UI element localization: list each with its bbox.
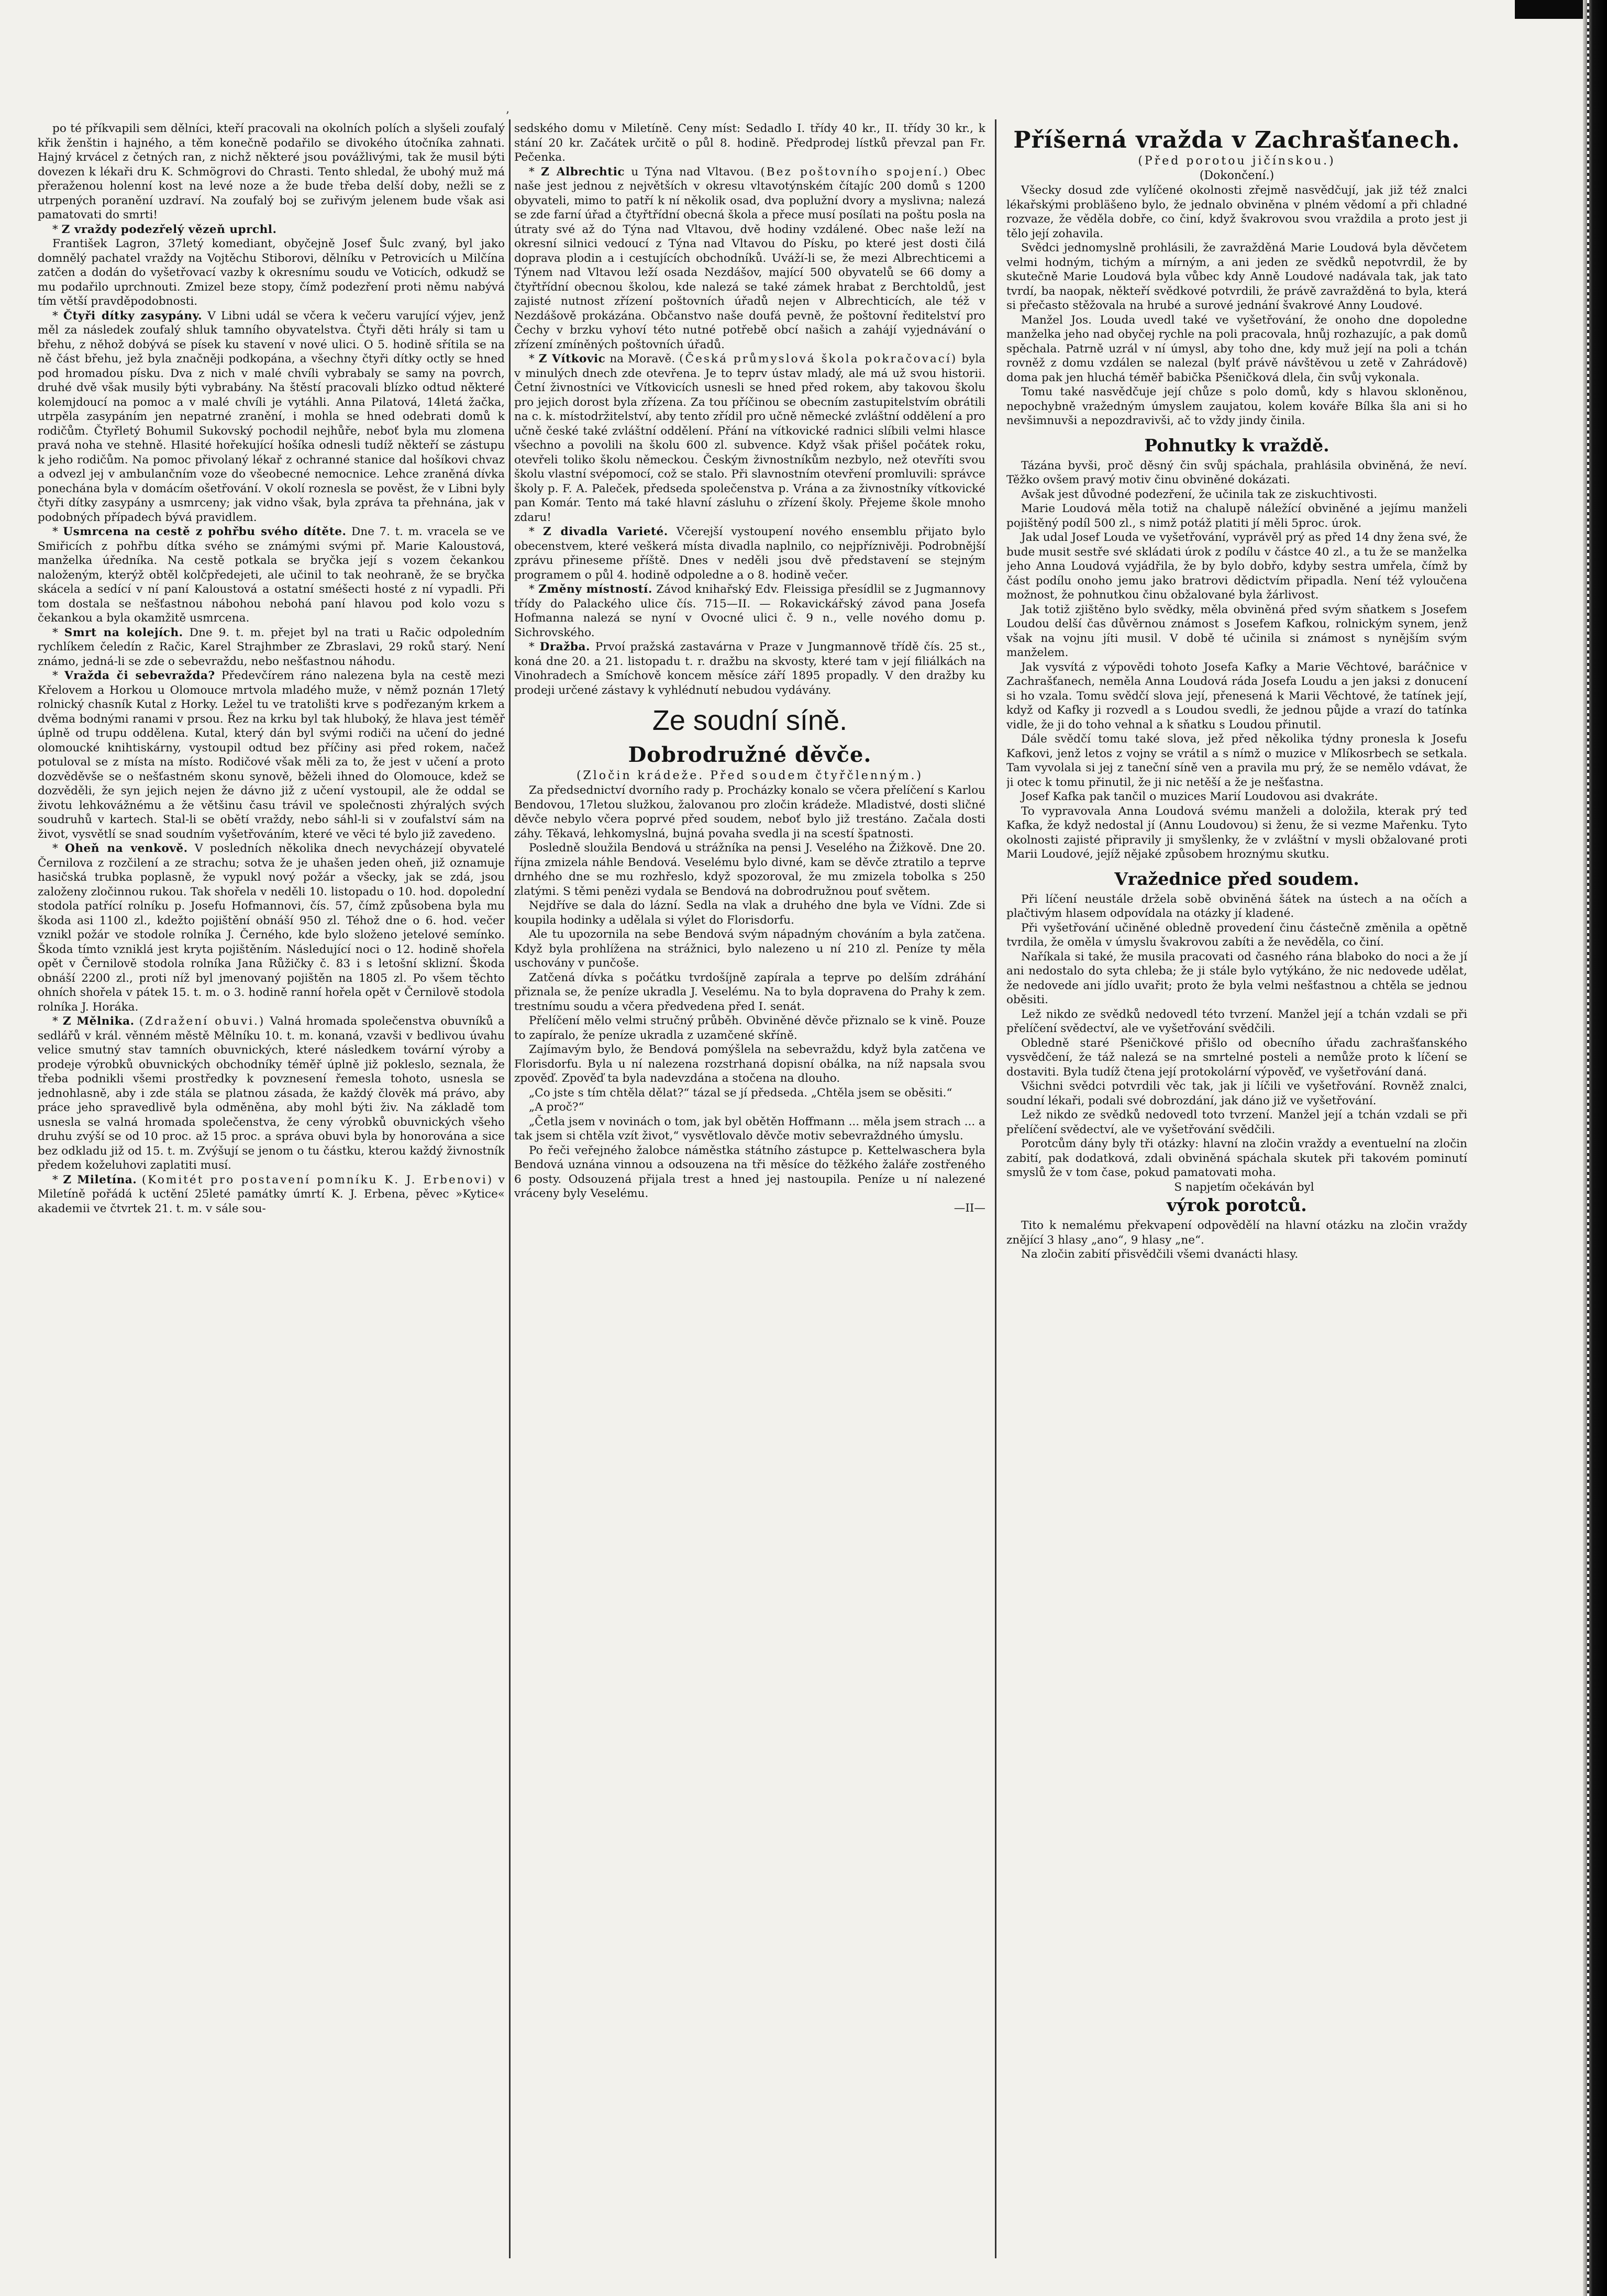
article-subtitle: (Zločin krádeže. Před soudem čtyřčlenným.) (576, 769, 924, 782)
news-item: * Z divadla Varieté. Včerejší vystoupení nového ensemblu přijato bylo obecenstvem, které veškerá místa divadla naplnilo, co nejpříznivěji. Podrobnější zprávu přineseme příště. Dnes v neděli jsou dvě představení se stejným programem o půl 4. hodině odpoledne a o 8. hodině večer. (514, 525, 985, 582)
signature: —II— (954, 1201, 985, 1215)
paragraph: Ale tu upozornila na sebe Bendová svým nápadným chováním a byla zatčena. Když byla prohlížena na strážnici, bylo nalezeno u ní 210 zl. Peníze ty měla uschovány v punčoše. (514, 928, 985, 970)
news-item: * Oheň na venkově. V posledních několika dnech nevycházejí obyvatelé Černilova z rozčilení a ze strachu; sotva že je uhašen jeden oheň, již oznamuje hasičská trubka poplasně, že vypukl nový požár a všecky, jak se zdá, jsou založeny zločinnou rukou. Tak shořela v neděli 10. listopadu o 10. hod. dopolední stodola patřící rolníku p. Josefu Hofmannovi, čís. 57, čímž způsobena byla mu škoda asi 1100 zl., kdežto pojištění obnáší 950 zl. Téhož dne o 6. hod. večer vznikl požár ve stodole rolníka J. Černého, kde bylo složeno jetelové semínko. Škoda tímto vzniklá jest kryta pojištěním. Následující noci o 12. hodině shořela opět v Černilově stodola rolníka Jana Růžičky č. 83 i s letošní sklizní. Škoda obnáší 2200 zl., proti níž byl jmenovaný pojištěn na 1805 zl. Po všem těchto ohních shořela v pátek 15. t. m. o 3. hodině ranní hořela opět v Černilově stodola rolníka J. Horáka. (38, 842, 505, 1014)
paragraph: S napjetím očekáván byl (1174, 1180, 1314, 1194)
news-item: * Z Mělnika. (Zdražení obuvi.) Valná hromada společenstva obuvníků a sedlářů v král. věnném městě Mělníku 10. t. m. konaná, vzavši v bedlivou úvahu velice smutný stav tamních obuvnických, které následkem tovární výroby a prodeje výrobků obuvnických obchodníky téměř úplně již pokleslo, seznala, že třeba podnikli všemi prostředky k povznesení řemesla tohoto, usnesla se jednohlasně, aby i zde stála se platnou zásada, že každý člověk má právo, aby práce jeho spravedlivě byla odměněna, aby mohl býti živ. Na základě tom usnesla se valná hromada společenstva, že ceny výrobků obuvnických všeho druhu zvýší se od 10 proc. až 15 proc. a správa obuvi byla by honorována a sice bez odkladu již od 15. t. m. Zvýšují se jenom o tu částku, kterou každý živnostník předem koželuhovi zaplatiti musí. (38, 1015, 505, 1172)
scan-edge (1583, 0, 1607, 2296)
item-subheading: (Česká průmyslová škola pokračovací) (679, 352, 958, 365)
paragraph: Manžel Jos. Louda uvedl také ve vyšetřování, že onoho dne dopoledne manželka jeho nad obyčej rychle na poli pracovala, hnůj rozhazujíc, a pak domů spěchala. Patrně uzrál v ní úmysl, aby toho dne, kdy muž její na poli a tchán rovněž z domu vzdálen se nalezal (bylť právě návštěvou u zetě v Zahrádově) doma pak jen hluchá téměř babička Pšeničková dlela, čin svůj vykonala. (1006, 313, 1467, 384)
paragraph: Posledně sloužila Bendová u strážníka na pensi J. Veselého na Žižkově. Dne 20. října zmizela náhle Bendová. Veselému bylo divné, kam se děvče ztratilo a teprve drnhého dne se mu rozhřeslo, když spozoroval, že mu zmizela tobolka s 250 zlatými. S těmi penězi vydala se Bendová na dobrodružnou pouť světem. (514, 841, 985, 898)
item-heading: Vražda či sebevražda? (64, 669, 215, 682)
news-item: * Z Miletína. (Komitét pro postavení pomníku K. J. Erbenovi) v Miletíně pořádá k uctění 25leté památky úmrtí K. J. Erbena, pěvec »Kytice« akademii ve čtvrtek 21. t. m. v sále sou- (38, 1173, 505, 1215)
paragraph: „Co jste s tím chtěla dělat?“ tázal se jí předseda. „Chtěla jsem se oběsiti.“ (529, 1086, 952, 1100)
news-item: * Změny místností. Závod knihařský Edv. Fleissiga přesídlil se z Jugmannovy třídy do Palackého ulice čís. 715—II. — Rokavickářský závod pana Josefa Hofmanna nalezá se nyní v Ovocné ulici č. 9 n., velle nového domu p. Sichrovského. (514, 583, 985, 639)
paragraph: Dne 9. t. m. přejet byl na trati u Račic odpoledním rychlíkem čeledín z Račic, Karel Strajhmber ze Zbraslavi, 29 roků starý. Není známo, jedná-li se zde o sebevraždu, nebo nešťastnou náhodu. (38, 626, 505, 668)
column-mark: ʼ (505, 110, 509, 123)
item-heading: Z Vítkovic (538, 352, 606, 365)
paragraph: Předevčírem ráno nalezena byla na cestě mezi Křelovem a Horkou u Olomouce mrtvola mladého muže, v němž poznán 17letý rolnický chasník Kutal z Horky. Ležel tu ve tratolišti krve s podřezaným krkem a dvěma bodnými ranami v prsou. Řez na krku byl tak hluboký, že hlava jest téměř úplně od trupu oddělena. Kutal, který dán byl svými rodiči na učení do jedné olomoucké knihtiskárny, vystoupil odtud bez příčiny asi před rokem, načež potuloval se z místa na místo. Rodičové však měli za to, že jest v učení a proto dozvěděvše se o nešťastném skonu synově, běželi ihned do Olomouce, kdež se dozvěděli, že syn jejich nejen že dávno již z učení vystoupil, ale že oddal se životu lehkovážnému a že většinu času trávil ve společnosti zhýralých svých soudruhů v kartech. Stal-li se obětí vraždy, nebo sáhl-li si v zoufalství sám na život, vysvětlí se snad soudním vyšetřováním, které ve věci té bylo již zavedeno. (38, 669, 505, 841)
section-heading: výrok porotců. (1167, 1195, 1307, 1215)
item-heading: Usmrcena na cestě z pohřbu svého dítěte. (63, 525, 347, 538)
paragraph: Při líčení neustále držela sobě obviněná šátek na ústech a na očích a plačtivým hlasem odpovídala na otázky jí kladené. (1006, 892, 1467, 920)
paragraph: Za předsednictví dvorního rady p. Procházky konalo se včera přelíčení s Karlou Bendovou, 17letou služkou, žalovanou pro zločin krádeže. Mladistvé, dosti sličné děvče nebylo včera poprvé před soudem, neboť bylo již trestáno. Začala dosti záhy. Těkavá, lehkomyslná, bujná povaha svedla ji na scestí špatnosti. (514, 784, 985, 840)
paragraph: Josef Kafka pak tančil o muzices Marií Loudovou asi dvakráte. (1021, 790, 1378, 803)
item-place: u Týna nad Vltavou. (631, 165, 755, 179)
paragraph: Tito k nemalému překvapení odpovědělí na hlavní otázku na zločin vraždy znějící 3 hlasy „ano“, 9 hlasy „ne“. (1006, 1219, 1467, 1247)
paragraph: po té příkvapili sem dělníci, kteří pracovali na okolních polích a slyšeli zoufalý křik ženštin i hajného, a těm konečně podařilo se divokého útočníka zahnati. Hajný krvácel z četných ran, z nichž některé jsou povážlivými, tak že musil býti dovezen k lékaři dru K. Schmögrovi do Chrasti. Tento shledal, že ubohý muž má přeraženou holenní kost na levé noze a že bude třeba delší doby, nežli se z utrpených poranění uzdraví. Na zoufalý boj se zuřivým jelenem bude však asi pamatovati do smrti! (38, 122, 505, 221)
news-item: * Dražba. Prvoí pražská zastavárna v Praze v Jungmannově třídě čís. 25 st., koná dne 20. a 21. listopadu t. r. dražbu na skvosty, které tam v její filiálkách na Vinohradech a Smíchově koncem měsíce září 1895 propadly. V den dražby ku prodeji určené zástavy k vyhlédnutí nebudou vydávány. (514, 640, 985, 697)
paragraph: Naříkala si také, že musila pracovati od časného rána blaboko do noci a že jí ani nedostalo do syta chleba; že ji stále bylo vytýkáno, že nic nedovede udělat, že nedovede ani jídlo uvařit; proto že byla velmi nešťastnou a chtěla se jednou oběsiti. (1006, 950, 1467, 1006)
item-heading: Smrt na kolejích. (64, 626, 183, 639)
paragraph: Dne 7. t. m. vracela se ve Smiřicích z pohřbu dítka svého se známými svými př. Marie Kaloustová, manželka úředníka. Na cestě potkala se bryčka její s vozem čekankou naloženým, kterýž obtěl kolčpředejeti, ale učinil to tak neohraně, že se bryčka skácela a sedící v ní paní Kaloustová a ostatní sméšecti hosté z ní vypadli. Při tom dostala se nešťastnou nábohou nebohá paní hlavou pod kolo vozu s čekankou a byla okamžitě usmrcena. (38, 525, 505, 625)
section-title: Ze soudní síně. (652, 705, 848, 736)
continuation-note: (Dokončení.) (1199, 169, 1274, 182)
paragraph: Lež nikdo ze svědků nedovedl této tvrzení. Manžel její a tchán vzdali se při přelíčení svědectví, ale ve vyšetřování svědčili. (1006, 1007, 1467, 1035)
paragraph: Obledně staré Pšeničkové přišlo od obecního úřadu zachrašťanského vysvědčení, že táž nalezá se na smrtelné posteli a nemůže proto k líčení se dostaviti. Byla tudíž čtena její protokolární výpověď, ve vyšetřování daná. (1006, 1036, 1467, 1079)
item-heading: Z Albrechtic (541, 165, 625, 179)
paragraph: Dále svědčí tomu také slova, jež před několika týdny pronesla k Josefu Kafkovi, jenž letos z vojny se vrátil a s nímž o muzice v Mlíkosrbech se setkala. Tam vyvolala si jej z taneční síně ven a pravila mu prý, že se nemělo vdávat, že ji otec k tomu přinutil, že ji nic netěší a že je nešťastna. (1006, 733, 1467, 789)
news-item: * Vražda či sebevražda? Předevčírem ráno nalezena byla na cestě mezi Křelovem a Horkou u Olomouce mrtvola mladého muže, v němž poznán 17letý rolnický chasník Kutal z Horky. Ležel tu ve tratolišti krve s podřezaným krkem a dvěma bodnými ranami v prsou. Řez na krku byl tak hluboký, že hlava jest téměř úplně od trupu oddělena. Kutal, který dán byl svými rodiči na učení do jedné olomoucké knihtiskárny, vystoupil odtud bez příčiny asi před rokem, načež potuloval se z místa na místo. Rodičové však měli za to, že jest v učení a proto dozvěděvše se o nešťastném skonu synově, běželi ihned do Olomouce, kdež se dozvěděli, že syn jejich nejen že dávno již z učení vystoupil, ale že oddal se životu lehkovážnému a že většinu času trávil ve společnosti zhýralých svých soudruhů v kartech. Stal-li se obětí vraždy, nebo sáhl-li si v zoufalství sám na život, vysvětlí se snad soudním vyšetřováním, které ve věci té bylo již zavedeno. (38, 669, 505, 841)
paragraph: Valná hromada společenstva obuvníků a sedlářů v král. věnném městě Mělníku 10. t. m. konaná, vzavši v bedlivou úvahu velice smutný stav tamních obuvnických, které následkem tovární výroby a prodeje výrobků obuvnických obchodníky téměř úplně již pokleslo, seznala, že třeba podnikli všemi prostředky k povznesení řemesla tohoto, usnesla se jednohlasně, aby i zde stála se platnou zásada, že každý člověk má právo, aby práce jeho spravedlivě byla odměněna, aby mohl býti živ. Na základě tom usnesla se valná hromada společenstva, že ceny výrobků obuvnických všeho druhu zvýší se od 10 proc. až 15 proc. a správa obuvi byla by honorována a sice bez odkladu již od 15. t. m. Zvýšují se jenom o tu částku, kterou každý živnostník předem koželuhovi zaplatiti musí. (38, 1015, 505, 1172)
column-rule (995, 119, 996, 2258)
paragraph: Prvoí pražská zastavárna v Praze v Jungmannově třídě čís. 25 st., koná dne 20. a 21. listopadu t. r. dražbu na skvosty, které tam v její filiálkách na Vinohradech a Smíchově koncem měsíce září 1895 propadly. V den dražby ku prodeji určené zástavy k vyhlédnutí nebudou vydávány. (514, 640, 985, 697)
paragraph: To vypravovala Anna Loudová svému manželi a doložila, kterak prý teď Kafka, že když nedostal jí (Annu Loudovou) si ženu, že si vezme Mařenku. Tyto okolnosti zajisté připravily ji smyšlenky, že v zvláštní v mysli obžalované proti Marii Loudové, jejíž nějaké způsobem hroznýmu skutku. (1006, 804, 1467, 861)
paragraph: v Miletíně pořádá k uctění 25leté památky úmrtí K. J. Erbena, pěvec »Kytice« akademii ve čtvrtek 21. t. m. v sále sou- (38, 1173, 505, 1215)
paragraph: V posledních několika dnech nevycházejí obyvatelé Černilova z rozčilení a ze strachu; sotva že je uhašen jeden oheň, již oznamuje hasičská trubka poplasně, že vypukl nový požár a všecky, jak se zdá, jsou založeny zločinnou rukou. Tak shořela v neděli 10. listopadu o 10. hod. dopolední stodola patřící rolníku p. Josefu Hofmannovi, čís. 57, čímž způsobena byla mu škoda asi 1100 zl., kdežto pojištění obnáší 950 zl. Téhož dne o 6. hod. večer vznikl požár ve stodole rolníka J. Černého, kde bylo složeno jetelové semínko. Škoda tímto vzniklá jest kryta pojištěním. Následující noci o 12. hodině shořela opět v Černilově stodola rolníka Jana Růžičky č. 83 i s letošní sklizní. Škoda obnáší 2200 zl., proti níž byl jmenovaný pojištěn na 1805 zl. Po všem těchto ohních shořela v pátek 15. t. m. o 3. hodině ranní hořela opět v Černilově stodola rolníka J. Horáka. (38, 842, 505, 1014)
news-item: * Z vraždy podezřelý vězeň uprchl. (52, 223, 277, 236)
paragraph: „Četla jsem v novinách o tom, jak byl obětěn Hoffmann ... měla jsem strach ... a tak jsem si chtěla vzít život,“ vysvětlovalo děvče motiv sebevraždného úmyslu. (514, 1115, 985, 1143)
paragraph: Přelíčení mělo velmi stručný průběh. Obviněné děvče přiznalo se k vině. Pouze to zapíralo, že peníze ukradla z uzamčené skříně. (514, 1014, 985, 1042)
paragraph: Tázána byvši, proč děsný čin svůj spáchala, prahlásila obviněná, že neví. Těžko ovšem pravý motiv činu obviněné dokázati. (1006, 459, 1467, 486)
item-heading: Z Miletína. (63, 1173, 137, 1186)
scan-corner (1515, 0, 1583, 19)
paragraph: Obec naše jest jednou z největších v okresu vltavotýnském čítajíc 200 domů s 1200 obyvateli, mimo to patří k ní několik osad, dva poplužní dvory a myslivna; nalezá se zde farní úřad a čtyřtřídní obecná škola a přece musí posílati na poštu posla na útraty své až do Týna nad Vltavou, dvě hodiny vzdálené. Obec naše leží na okresní silnici vedoucí z Týna nad Vltavou do Písku, po které jest dosti čilá doprava plodin a i cestujících obchodníků. Uváží-li se, že mezi Albrechticemi a Týnem nad Vltavou leží osada Nezdášov, mající 500 obyvatelů se 66 domy a čtyřtřídní obecnou školou, kde nalezá se také zámek hrabat z Berchtoldů, jest zajisté nutnost zřízení poštovních úřadů nejen v Albrechticích, ale též v Nezdášově prokázána. Občanstvo naše doufá pevně, že poštovní ředitelství pro Čechy v brzku vyhoví této nutné potřebě obcí našich a zahájí vyjednávání o zřízení zmíněných poštovních úřadů. (514, 165, 985, 351)
column-right (1006, 121, 1467, 2258)
paragraph: Na zločin zabití přisvědčili všemi dvanácti hlasy. (1021, 1248, 1299, 1261)
paragraph: Tomu také nasvědčuje její chůze s polo domů, kdy s hlavou skloněnou, nepochybně vražedným úmyslem zaujatou, kolem kováře Bílka šla ani si ho nevšimnuvši a nepozdravivši, ač to vždy jindy činila. (1006, 385, 1467, 427)
paragraph: V Libni udál se včera k večeru varující výjev, jenž měl za následek zoufalý shluk tamního obyvatelstva. Čtyři děti hrály si tam u břehu, z něhož dobývá se písek ku stavení v nové ulici. O 5. hodině sřítila se na ně část břehu, jež byla značněji podkopána, a všechny čtyři dítky octly se hned pod hromadou písku. Dva z nich v malé chvíli vybrabaly se samy na povrch, druhé dvě však musily býti vybrabány. Na štěstí pracovali blízko odtud některé kolemjdoucí na pomoc a v malé chvíli je vytáhli. Anna Pilatová, 14letá žačka, utrpěla zasypáním jen nepatrné zranění, i mohla se hned odebrati domů k rodičům. Čtyřletý Bohumil Sukovský pochodil nejhůře, neboť byla mu zlomena pravá noha ve stehně. Hlasité hořekující hošíka odnesli tudíž někteří se zástupu k jeho rodičům. Na pomoc přivolaný lékař z ochranné stanice dal hošíkovi chvaz a odvezl jej v ambulančním voze do všeobecné nemocnice. Lehce zraněná dívka ponechána byla v domácím ošetřování. V okolí roznesla se pověst, že v Libni byly čtyři dítky zasypány a usmrceny; jak vidno však, byla zpráva ta přehnána, jak v podobných případech bývá pravidlem. (38, 309, 505, 524)
paragraph: Zatčená dívka s počátku tvrdošíjně zapírala a teprve po delším zdráhání přiznala se, že peníze ukradla J. Veselému. Na to byla dopravena do Prahy k zem. trestnímu soudu a včera předvedena před I. senát. (514, 971, 985, 1013)
paragraph: „A proč?“ (529, 1101, 584, 1114)
paragraph: František Lagron, 37letý komediant, obyčejně Josef Šulc zvaný, byl jako domnělý pachatel vraždy na Vojtěchu Stiborovi, dělníku v Petrovicích u Milčína zatčen a dodán do vyšetřovací vazby k okresnímu soudu ve Voticích, odkudž se mu podařilo uprchnouti. Zmizel beze stopy, čímž podezření proti němu nabývá tím větší pravděpodobnosti. (38, 237, 505, 308)
paragraph: Jak udal Josef Louda ve vyšetřování, vyprávěl prý as před 14 dny žena své, že bude musit sestře své skládati úrok z podílu v částce 40 zl., a tu že se manželka jeho Anna Loudová vyjádřila, že by bylo dobřo, kdyby sestra umřela, čímž by část podílu onoho jemu jako bratrovi dědictvím připadla. Není též vyloučena možnost, že pohnutkou činu obžalované byla žárlivost. (1006, 531, 1467, 602)
paragraph: Nejdříve se dala do lázní. Sedla na vlak a druhého dne byla ve Vídni. Zde si koupila hodinky a udělala si výlet do Florisdorfu. (514, 899, 985, 927)
item-heading: Dražba. (539, 640, 591, 653)
paragraph: Avšak jest důvodné podezření, že učinila tak ze ziskuchtivosti. (1021, 487, 1378, 501)
item-heading: Z Mělnika. (62, 1015, 135, 1028)
paragraph: Jak vysvítá z výpovědi tohoto Josefa Kafky a Marie Věchtové, baráčnice v Zachrašťanech, neměla Anna Loudová ráda Josefa Loudu a jen jaksi z donucení si ho vzala. Tomu svědčí slova její, přenesená k Marii Věchtové, že tatínek její, když od Kafky ji rozvedl a s Loudou svedli, že jednou půjde a vrazí do tatínka vidle, že ji do toho vehnal a k sňatku s Loudou přinutil. (1006, 660, 1467, 731)
item-subheading: (Zdražení obuvi.) (139, 1015, 265, 1028)
news-item: * Čtyři dítky zasypány. V Libni udál se včera k večeru varující výjev, jenž měl za následek zoufalý shluk tamního obyvatelstva. Čtyři děti hrály si tam u břehu, z něhož dobývá se písek ku stavení v nové ulici. O 5. hodině sřítila se na ně část břehu, jež byla značněji podkopána, a všechny čtyři dítky octly se hned pod hromadou písku. Dva z nich v malé chvíli vybrabaly se samy na povrch, druhé dvě však musily býti vybrabány. Na štěstí pracovali blízko odtud některé kolemjdoucí na pomoc a v malé chvíli je vytáhli. Anna Pilatová, 14letá žačka, utrpěla zasypáním jen nepatrné zranění, i mohla se hned odebrati domů k rodičům. Čtyřletý Bohumil Sukovský pochodil nejhůře, neboť byla mu zlomena pravá noha ve stehně. Hlasité hořekující hošíka odnesli tudíž někteří se zástupu k jeho rodičům. Na pomoc přivolaný lékař z ochranné stanice dal hošíkovi chvaz a odvezl jej v ambulančním voze do všeobecné nemocnice. Lehce zraněná dívka ponechána byla v domácím ošetřování. V okolí roznesla se pověst, že v Libni byly čtyři dítky zasypány a usmrceny; jak vidno však, byla zpráva ta přehnána, jak v podobných případech bývá pravidlem. (38, 309, 505, 524)
item-place: na Moravě. (609, 352, 675, 365)
paragraph: Včerejší vystoupení nového ensemblu přijato bylo obecenstvem, které veškerá místa divadla naplnilo, co nejpříznivěji. Podrobnější zprávu přineseme příště. Dnes v neděli jsou dvě představení se stejným programem o půl 4. hodině odpoledne a o 8. hodině večer. (514, 525, 985, 582)
item-heading: Oheň na venkově. (65, 842, 188, 855)
paragraph: byla v minulých dnech zde otevřena. Je to teprv ústav mladý, ale má už svou historii. Četní živnostníci ve Vítkovicích usnesli se hned před rokem, aby takovou školu pro jejich dorost byla zřízena. Za tou příčinou se obecním zastupitelstvím obrátili na c. k. místodržitelství, aby tento zřídil pro učně německé zvláštní oddělení a pro učně české také zvláštní oddělení. Přání na vítkovické radnici slíbili velmi hlasce všechno a povolili na školu 600 zl. subvence. Když však přišel počátek roku, otevřeli toliko školu německou. Českým živnostníkům nezbylo, než otevříti svou školu vlastní svépomocí, což se stalo. Při slavnostním otevření promluvili: správce školy p. F. A. Paleček, předseda společenstva p. Vrána a za živnostníky vítkovické pan Komár. Tento má také hlavní zásluhu o zřízení školy. Přejeme škole mnoho zdaru! (514, 352, 985, 524)
paragraph: Porotcům dány byly tři otázky: hlavní na zločin vraždy a eventuelní na zločin zabití, pak dodatková, zdali obviněná spáchala skutek při takovém pominutí smyslů že v tom čase, pokud pamatovati moha. (1006, 1137, 1467, 1179)
section-heading: Pohnutky k vraždě. (1144, 435, 1329, 456)
item-heading: Z divadla Varieté. (542, 525, 668, 538)
news-item: * Z Albrechtic u Týna nad Vltavou. (Bez poštovního spojení.) Obec naše jest jednou z největších v okresu vltavotýnském čítajíc 200 domů s 1200 obyvateli, mimo to patří k ní několik osad, dva poplužní dvory a myslivna; nalezá se zde farní úřad a čtyřtřídní obecná škola a přece musí posílati na poštu posla na útraty své až do Týna nad Vltavou, dvě hodiny vzdálené. Obec naše leží na okresní silnici vedoucí z Týna nad Vltavou do Písku, po které jest dosti čilá doprava plodin a i cestujících obchodníků. Uváží-li se, že mezi Albrechticemi a Týnem nad Vltavou leží osada Nezdášov, mající 500 obyvatelů se 66 domy a čtyřtřídní obecnou školou, kde nalezá se také zámek hrabat z Berchtoldů, jest zajisté nutnost zřízení poštovních úřadů nejen v Albrechticích, ale též v Nezdášově prokázána. Občanstvo naše doufá pevně, že poštovní ředitelství pro Čechy v brzku vyhoví této nutné potřebě obcí našich a zahájí vyjednávání o zřízení zmíněných poštovních úřadů. (514, 165, 985, 351)
paragraph: sedského domu v Miletíně. Ceny míst: Sedadlo I. třídy 40 kr., II. třídy 30 kr., k stání 20 kr. Začátek určitě o půl 8. hodině. Předprodej lístků převzal pan Fr. Pečenka. (514, 122, 985, 164)
paragraph: Lež nikdo ze svědků nedovedl toto tvrzení. Manžel její a tchán vzdali se při přelíčení svědectví, ale ve vyšetřování svědčili. (1006, 1108, 1467, 1136)
item-subheading: (Bez poštovního spojení.) (760, 165, 950, 179)
column-middle (514, 121, 985, 2258)
item-heading: Změny místností. (538, 583, 652, 596)
paragraph: Marie Loudová měla totiž na chalupě náležící obviněné a jejímu manželi pojištěný podíl 500 zl., s nimž potáž platiti jí měli 5proc. úrok. (1006, 502, 1467, 530)
article-title: Příšerná vražda v Zachrašťanech. (1013, 127, 1460, 153)
news-item: * Usmrcena na cestě z pohřbu svého dítěte. Dne 7. t. m. vracela se ve Smiřicích z pohřbu dítka svého se známými svými př. Marie Kaloustová, manželka úředníka. Na cestě potkala se bryčka její s vozem čekankou naloženým, kterýž obtěl kolčpředejeti, ale učinil to tak neohraně, že se bryčka skácela a sedící v ní paní Kaloustová a ostatní sméšecti hosté z ní vypadli. Při tom dostala se nešťastnou nábohou nebohá paní hlavou pod kolo vozu s čekankou a byla okamžitě usmrcena. (38, 525, 505, 625)
paragraph: Všichni svědci potvrdili věc tak, jak ji líčili ve vyšetřování. Rovněž znalci, soudní lékaři, podali své dobrozdání, jak dáno již ve vyšetřování. (1006, 1080, 1467, 1107)
section-heading: Vražednice před soudem. (1114, 868, 1359, 889)
news-item: * Z Vítkovic na Moravě. (Česká průmyslová škola pokračovací) byla v minulých dnech zde otevřena. Je to teprv ústav mladý, ale má už svou historii. Četní živnostníci ve Vítkovicích usnesli se hned před rokem, aby takovou školu pro jejich dorost byla zřízena. Za tou příčinou se obecním zastupitelstvím obrátili na c. k. místodržitelství, aby tento zřídil pro učně německé zvláštní oddělení a pro učně české také zvláštní oddělení. Přání na vítkovické radnici slíbili velmi hlasce všechno a povolili na školu 600 zl. subvence. Když však přišel počátek roku, otevřeli toliko školu německou. Českým živnostníkům nezbylo, než otevříti svou školu vlastní svépomocí, což se stalo. Při slavnostním otevření promluvili: správce školy p. F. A. Paleček, předseda společenstva p. Vrána a za živnostníky vítkovické pan Komár. Tento má také hlavní zásluhu o zřízení školy. Přejeme škole mnoho zdaru! (514, 352, 985, 524)
article-title: Dobrodružné děvče. (628, 742, 872, 767)
paragraph: Zajímavým bylo, že Bendová pomýšlela na sebevraždu, když byla zatčena ve Florisdorfu. Byla u ní nalezena rozstrhaná dopisní obálka, na níž napsala svou zpověď. Zpověď ta byla nadevzdána a stočena na dlouho. (514, 1043, 985, 1085)
paragraph: Svědci jednomyslně prohlásili, že zavražděná Marie Loudová byla děvčetem velmi hodným, tichým a mírným, a ani jeden ze svědků nepotvrdil, že by skutečně Marie Loudová byla vůbec kdy Anně Loudové nadávala tak, jak tato tvrdí, ba naopak, někteří svědkové potvrdili, že právě zavražděná to byla, která si přečasto stěžovala na hrubé a surové jednání švakrové Anny Loudové. (1006, 241, 1467, 312)
paragraph: Jak totiž zjištěno bylo svědky, měla obviněná před svým sňatkem s Josefem Loudou delší čas důvěrnou známost s Josefem Kafkou, rolnickým synem, jenž však na vojnu jíti musil. V době té učinila si známost s nynějším svým manželem. (1006, 603, 1467, 659)
column-rule (509, 119, 511, 2258)
paragraph: Závod knihařský Edv. Fleissiga přesídlil se z Jugmannovy třídy do Palackého ulice čís. 715—II. — Rokavickářský závod pana Josefa Hofmanna nalezá se nyní v Ovocné ulici č. 9 n., velle nového domu p. Sichrovského. (514, 583, 985, 639)
item-heading: Z vraždy podezřelý vězeň uprchl. (61, 223, 277, 236)
article-subtitle: (Před porotou jičínskou.) (1138, 154, 1336, 168)
paragraph: Při vyšetřování učiněné obledně provedení činu částečně změnila a opětně tvrdila, že oměla v úmyslu švakrovou zabíti a že nevěděla, co činí. (1006, 921, 1467, 949)
paragraph: Všecky dosud zde vylíčené okolnosti zřejmě nasvědčují, jak již též znalci lékařskými probläšeno bylo, že jednalo obviněna v plném vědomí a při chladné rozvaze, že věděla dobře, co činí, když švakrovou svou vraždila a proto jest ji tělo její zohavila. (1006, 184, 1467, 240)
column-left (38, 121, 505, 2258)
news-item: * Smrt na kolejích. Dne 9. t. m. přejet byl na trati u Račic odpoledním rychlíkem čeledín z Račic, Karel Strajhmber ze Zbraslavi, 29 roků starý. Není známo, jedná-li se zde o sebevraždu, nebo nešťastnou náhodu. (38, 626, 505, 668)
item-subheading: (Komitét pro postavení pomníku K. J. Erbenovi) (141, 1173, 494, 1186)
item-heading: Čtyři dítky zasypány. (63, 309, 203, 323)
paragraph: Po řeči veřejného žalobce náměstka státního zástupce p. Kettelwaschera byla Bendová uznána vinnou a odsouzena na tři měsíce do těžkého žaláře zostřeného 6 posty. Odsouzená přijala trest a hned jej nastoupila. Peníze u ní nalezené vráceny byly Veselému. (514, 1144, 985, 1200)
